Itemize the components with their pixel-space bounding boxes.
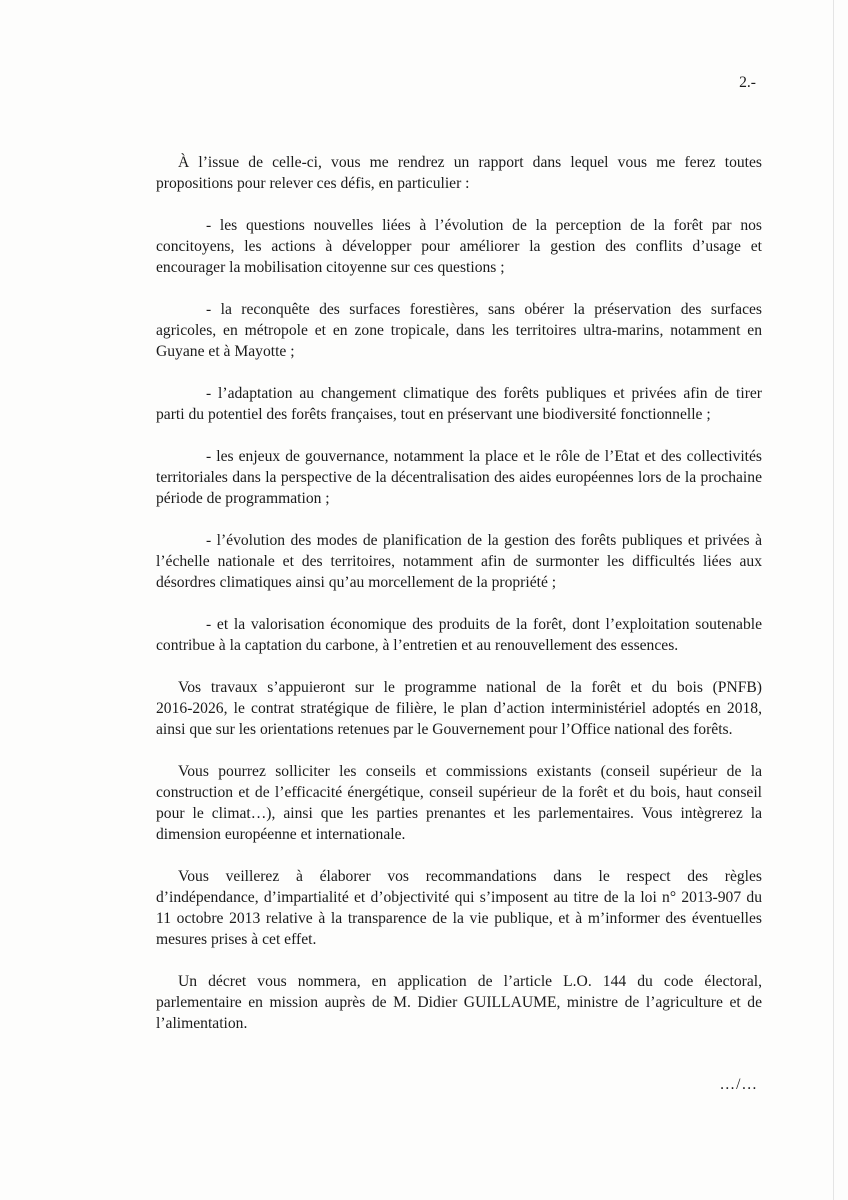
paragraph [156,614,762,656]
text-line: - la reconquête des surfaces forestières, sans obérer la préservation des surfaces [206,301,762,318]
text-line: agricoles, en métropole et en zone tropicale, dans les territoires ultra-marins, notamment en [156,322,762,339]
paragraph [156,446,762,509]
page-edge [833,0,834,1200]
paragraph [156,677,762,740]
paragraph [156,299,762,362]
text-line: Guyane et à Mayotte ; [156,343,295,360]
paragraph [156,761,762,845]
text-line: 2016-2026, le contrat stratégique de filière, le plan d’action interministériel adoptés en 2018, [156,700,762,717]
page-number: 2.- [739,74,756,91]
text-line: contribue à la captation du carbone, à l’entretien et au renouvellement des essences. [156,637,679,654]
text-line: construction et de l’efficacité énergétique, conseil supérieur de la forêt et du bois, haut conseil [156,784,762,801]
paragraph [156,971,762,1034]
text-line: Vous pourrez solliciter les conseils et commissions existants (conseil supérieur de la [178,763,762,780]
text-line: À l’issue de celle-ci, vous me rendrez un rapport dans lequel vous me ferez toutes [178,154,762,171]
text-line: l’alimentation. [156,1015,248,1032]
paragraph [156,383,762,425]
text-line: parlementaire en mission auprès de M. Didier GUILLAUME, ministre de l’agriculture et de [156,994,762,1011]
text-line: 11 octobre 2013 relative à la transparence de la vie publique, et à m’informer des éventuelles [156,910,762,927]
paragraph [156,866,762,950]
text-line: dimension européenne et internationale. [156,826,406,843]
paragraph [156,215,762,278]
text-line: d’indépendance, d’impartialité et d’objectivité qui s’imposent au titre de la loi n° 2013-907 du [156,889,762,906]
continuation-mark: …/… [719,1076,758,1093]
letter-body [156,152,762,1055]
text-line: territoriales dans la perspective de la décentralisation des aides européennes lors de la prochaine [156,469,762,486]
text-line: Vos travaux s’appuieront sur le programme national de la forêt et du bois (PNFB) [178,679,762,696]
text-line: encourager la mobilisation citoyenne sur ces questions ; [156,259,505,276]
text-line: - les enjeux de gouvernance, notamment la place et le rôle de l’Etat et des collectivités [206,448,762,465]
text-line: Un décret vous nommera, en application de l’article L.O. 144 du code électoral, [178,973,762,990]
text-line: propositions pour relever ces défis, en particulier : [156,175,470,192]
text-line: période de programmation ; [156,490,330,507]
text-line: concitoyens, les actions à développer pour améliorer la gestion des conflits d’usage et [156,238,762,255]
text-line: - l’évolution des modes de planification de la gestion des forêts publiques et privées à [206,532,762,549]
text-line: Vous veillerez à élaborer vos recommandations dans le respect des règles [178,868,762,885]
text-line: l’échelle nationale et des territoires, notamment afin de surmonter les difficultés liées aux [156,553,762,570]
text-line: - et la valorisation économique des produits de la forêt, dont l’exploitation soutenable [206,616,762,633]
text-line: - les questions nouvelles liées à l’évolution de la perception de la forêt par nos [206,217,762,234]
text-line: parti du potentiel des forêts françaises, tout en préservant une biodiversité fonctionnelle ; [156,406,711,423]
text-line: pour le climat…), ainsi que les parties prenantes et les parlementaires. Vous intègrerez la [156,805,762,822]
text-line: mesures prises à cet effet. [156,931,317,948]
paragraph [156,152,762,194]
text-line: - l’adaptation au changement climatique des forêts publiques et privées afin de tirer [206,385,762,402]
text-line: désordres climatiques ainsi qu’au morcellement de la propriété ; [156,574,557,591]
text-line: ainsi que sur les orientations retenues par le Gouvernement pour l’Office national des forêts. [156,721,733,738]
paragraph [156,530,762,593]
